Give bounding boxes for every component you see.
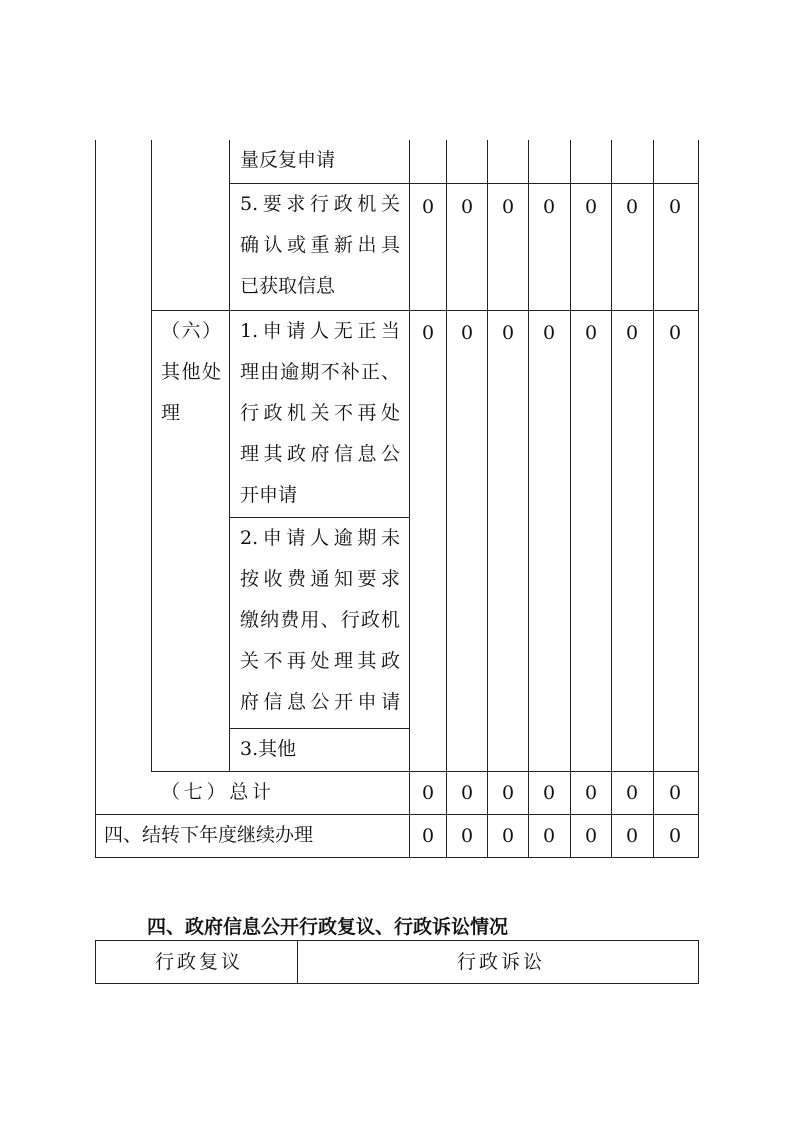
- table-divider: [570, 140, 571, 858]
- table-cell: 0: [501, 782, 515, 804]
- table-border-left: [95, 940, 96, 984]
- table-border-right: [698, 140, 699, 858]
- table-cell: 0: [460, 322, 474, 344]
- table-cell: 0: [460, 196, 474, 218]
- table-cell: 0: [421, 825, 435, 847]
- table-divider: [151, 310, 699, 311]
- table-border-bottom: [95, 857, 699, 858]
- row-label: （七）总计: [161, 781, 271, 803]
- table-cell: 0: [625, 196, 639, 218]
- table-cell: 0: [421, 782, 435, 804]
- table-cell: 0: [584, 782, 598, 804]
- table-divider: [487, 140, 488, 858]
- table-cell: 0: [625, 825, 639, 847]
- table-cell: 0: [542, 196, 556, 218]
- table-cell: 0: [584, 322, 598, 344]
- table-divider: [528, 140, 529, 858]
- table-cell: 0: [625, 322, 639, 344]
- table-border-top: [95, 940, 699, 941]
- table-border-right: [698, 940, 699, 984]
- table-cell: 0: [501, 825, 515, 847]
- table-cell: 0: [421, 196, 435, 218]
- table-divider: [409, 140, 410, 858]
- table-cell: 0: [668, 196, 682, 218]
- section-heading: 四、政府信息公开行政复议、行政诉讼情况: [147, 916, 509, 938]
- table-cell: 0: [668, 322, 682, 344]
- table-divider: [297, 940, 298, 984]
- table-border-left: [95, 140, 96, 858]
- row-label: 2.申请人逾期未 按收费通知要求 缴纳费用、行政机 关不再处理其政 府信息公开申请: [240, 527, 400, 713]
- group-label: （六） 其他处 理: [161, 320, 221, 424]
- table-divider: [653, 140, 654, 858]
- row-label: 5.要求行政机关 确认或重新出具 已获取信息: [240, 193, 400, 297]
- table-cell: 0: [542, 322, 556, 344]
- row-label: 3.其他: [240, 738, 297, 760]
- table-cell: 0: [460, 825, 474, 847]
- table-cell: 0: [584, 196, 598, 218]
- table-cell: 0: [501, 322, 515, 344]
- table-divider: [229, 140, 230, 311]
- table-cell: 0: [668, 825, 682, 847]
- table-divider: [446, 140, 447, 858]
- table-cell: 0: [668, 782, 682, 804]
- table-divider: [229, 311, 230, 772]
- row-label: 1.申请人无正当 理由逾期不补正、 行政机关不再处 理其政府信息公 开申请: [240, 320, 400, 506]
- table-cell: 0: [584, 825, 598, 847]
- column-header-litigation: 行政诉讼: [457, 951, 542, 973]
- table-cell: 0: [421, 322, 435, 344]
- row-label: 量反复申请: [240, 149, 336, 171]
- table-cell: 0: [625, 782, 639, 804]
- table-cell: 0: [460, 782, 474, 804]
- table-border-bottom: [95, 983, 699, 984]
- table-cell: 0: [501, 196, 515, 218]
- table-divider: [611, 140, 612, 858]
- table-cell: 0: [542, 782, 556, 804]
- table-divider: [151, 140, 152, 772]
- table-cell: 0: [542, 825, 556, 847]
- column-header-review: 行政复议: [155, 951, 240, 973]
- row-label: 四、结转下年度继续办理: [104, 824, 314, 846]
